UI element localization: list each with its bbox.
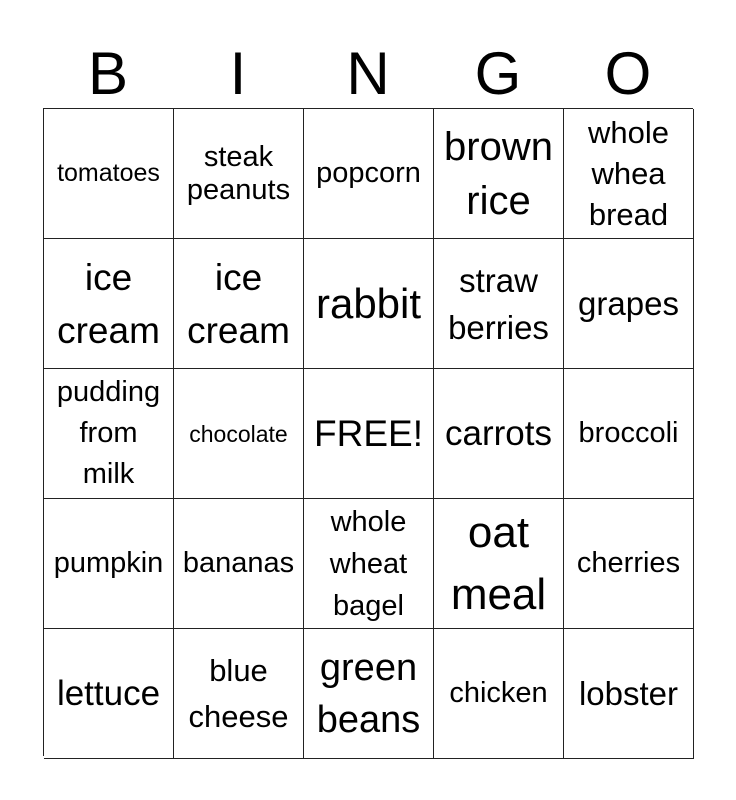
cell-label: straw berries: [448, 261, 549, 346]
bingo-cell[interactable]: [304, 499, 434, 629]
cell-label: tomatoes: [57, 159, 160, 187]
bingo-cell[interactable]: [44, 629, 174, 759]
bingo-cell[interactable]: [434, 109, 564, 239]
bingo-cell[interactable]: [434, 369, 564, 499]
cell-label: broccoli: [578, 417, 679, 449]
bingo-cell[interactable]: [44, 369, 174, 499]
bingo-cell[interactable]: [564, 629, 694, 759]
cell-label: rabbit: [315, 279, 422, 327]
bingo-cell[interactable]: [174, 109, 304, 239]
bingo-cell[interactable]: [174, 629, 304, 759]
cell-label: FREE!: [314, 412, 423, 454]
bingo-header: [43, 40, 693, 108]
cell-label: green beans: [316, 646, 421, 741]
cell-label: chocolate: [189, 420, 288, 447]
bingo-cell[interactable]: [564, 499, 694, 629]
bingo-cell[interactable]: [434, 239, 564, 369]
cell-label: pudding from milk: [56, 376, 161, 490]
cell-label: cherries: [576, 547, 681, 579]
header-letter-n: N: [346, 40, 390, 107]
bingo-cell[interactable]: [174, 499, 304, 629]
bingo-cell[interactable]: [564, 239, 694, 369]
cell-label: lobster: [578, 675, 679, 712]
bingo-cell[interactable]: [304, 629, 434, 759]
bingo-cell[interactable]: [44, 499, 174, 629]
header-letter-o: O: [604, 40, 652, 107]
bingo-cell[interactable]: [304, 239, 434, 369]
cell-label: grapes: [578, 285, 679, 322]
bingo-cell[interactable]: [564, 109, 694, 239]
bingo-cell[interactable]: [174, 369, 304, 499]
header-letter-i: I: [229, 40, 247, 107]
bingo-cell[interactable]: [434, 629, 564, 759]
bingo-cell[interactable]: [564, 369, 694, 499]
cell-label: pumpkin: [53, 547, 164, 579]
cell-label: blue cheese: [188, 652, 289, 734]
bingo-cell[interactable]: [44, 239, 174, 369]
cell-label: lettuce: [56, 674, 161, 713]
cell-label: whole wheat bagel: [329, 505, 408, 622]
cell-label: ice cream: [57, 256, 160, 351]
cell-label: whole whea bread: [588, 115, 669, 232]
cell-label: popcorn: [316, 157, 421, 189]
bingo-cell[interactable]: [174, 239, 304, 369]
cell-label: oat meal: [450, 507, 547, 619]
cell-label: bananas: [182, 547, 295, 579]
cell-label: chicken: [449, 677, 548, 709]
cell-label: steak peanuts: [186, 140, 291, 206]
cell-label: brown rice: [444, 124, 553, 223]
bingo-cell[interactable]: [304, 109, 434, 239]
bingo-cell[interactable]: [44, 109, 174, 239]
header-letter-b: B: [87, 40, 129, 107]
bingo-cell[interactable]: [304, 369, 434, 499]
cell-label: carrots: [445, 414, 552, 453]
bingo-cell[interactable]: [434, 499, 564, 629]
cell-label: ice cream: [187, 256, 290, 351]
bingo-board: [43, 108, 693, 756]
header-letter-g: G: [474, 40, 522, 107]
